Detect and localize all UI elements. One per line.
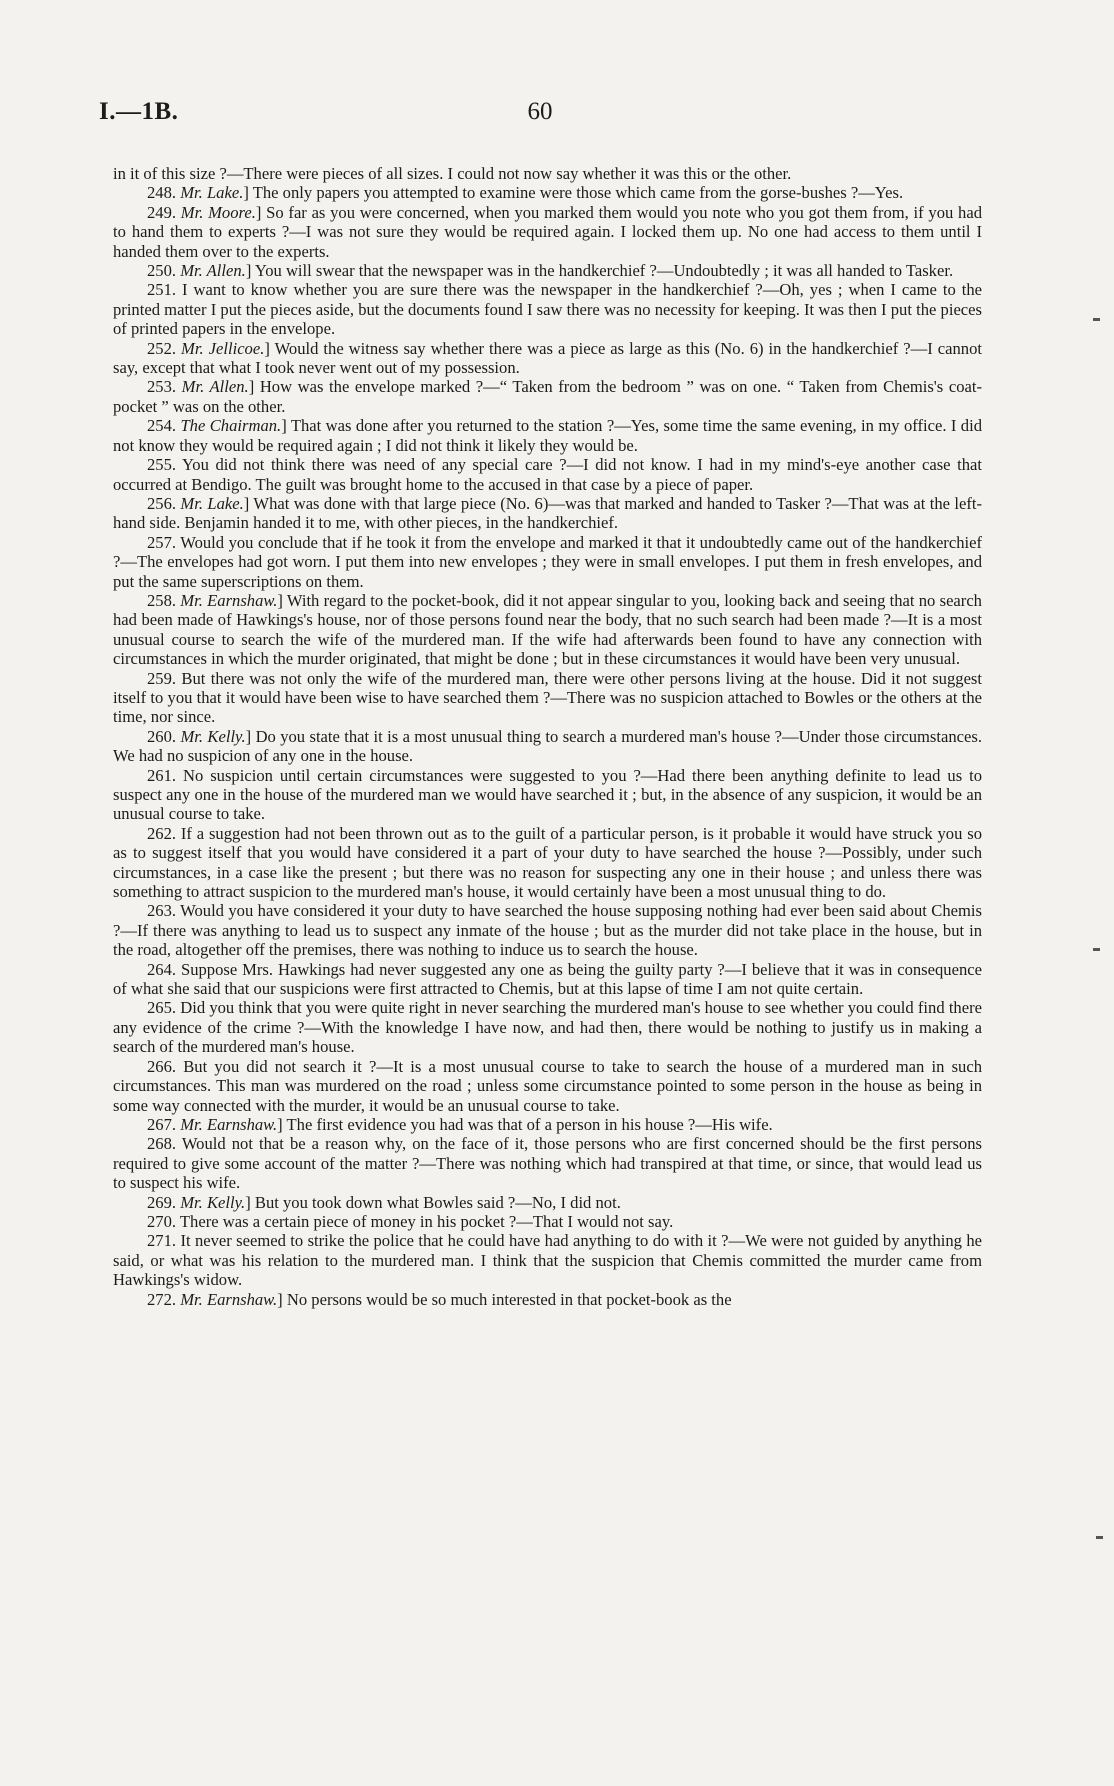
question-number: 265.: [147, 998, 177, 1018]
paragraph-text: That was done after you returned to the station ?—Yes, some time the same evening, in my office. I did not know they would be required again ; I did not think it likely they would be.: [113, 416, 983, 455]
question-number: 266.: [147, 1056, 177, 1076]
testimony-paragraph: 248. Mr. Lake.] The only papers you attempted to examine were those which came from the gorse-bushes ?—Yes.: [147, 183, 904, 203]
paragraph-text: No suspicion until certain circumstances were suggested to you ?—Had there been anything definite to lead us to suspect any one in the house of the murdered man we would have searched it ; but, in the absence of any suspicion, it would be an unusual course to take.: [113, 765, 983, 824]
question-number: 269.: [147, 1192, 177, 1212]
question-number: 256.: [147, 493, 177, 513]
paragraph-text: Would you conclude that if he took it from the envelope and marked it that it undoubtedly came out of the handkerchief ?—The envelopes had got worn. I put them into new envelopes ; they were in small envelopes. I put them in fresh envelopes, and put the same superscriptions on them.: [113, 532, 982, 591]
testimony-paragraph: [113, 1134, 982, 1192]
paragraph-text: But there was not only the wife of the murdered man, there were other persons living at the house. Did it not suggest itself to you that it would have been wise to have searched them ?—There was no suspicion attached to Bowles or the others at the time, nor since.: [113, 668, 983, 727]
testimony-paragraph: 250. Mr. Allen.] You will swear that the newspaper was in the handkerchief ?—Undoubtedly ; it was all handed to Tasker.: [147, 261, 954, 281]
testimony-paragraph: 272. Mr. Earnshaw.] No persons would be so much interested in that pocket-book as the: [147, 1289, 732, 1309]
testimony-paragraph: [113, 901, 982, 959]
testimony-paragraph: [113, 455, 982, 494]
paragraph-text: What was done with that large piece (No. 6)—was that marked and handed to Tasker ?—That was at the left-hand side. Benjamin handed it to me, with other pieces, in the handkerchief.: [113, 493, 983, 533]
speaker-name: Mr. Moore.: [180, 202, 256, 222]
question-number: 257.: [147, 532, 177, 552]
question-number: 249.: [147, 202, 177, 222]
question-number: 271.: [147, 1231, 177, 1251]
paragraph-text: Suppose Mrs. Hawkings had never suggested any one as being the guilty party ?—I believe that it was in consequence of what she said that our suspicions were first attracted to Chemis, but at this lapse of time I am not quite certain.: [113, 959, 982, 999]
paragraph-text: So far as you were concerned, when you marked them would you note who you got them from, if you had to hand them to experts ?—I was not sure they would be required again. I locked them up. No one had access to them until I handed them over to the experts.: [113, 202, 982, 261]
page-number: 60: [527, 98, 553, 125]
question-number: 270.: [147, 1211, 177, 1231]
paragraph-text: You will swear that the newspaper was in the handkerchief ?—Undoubtedly ; it was all handed to Tasker.: [254, 261, 954, 281]
paragraph-text: Did you think that you were quite right in never searching the murdered man's house to see whether you could find there any evidence of the crime ?—With the knowledge I have now, and had then, there would be nothing to justify us in making a search of the murdered man's house.: [113, 998, 982, 1057]
speaker-name: Mr. Allen.: [181, 377, 249, 397]
question-number: 261.: [147, 765, 177, 785]
speaker-name: Mr. Allen.: [180, 261, 246, 281]
paragraph-text: Do you state that it is a most unusual thing to search a murdered man's house ?—Under those circumstances. We had no suspicion of any one in the house.: [113, 726, 982, 766]
question-number: 272.: [147, 1289, 177, 1309]
paragraph-text: I want to know whether you are sure there was the newspaper in the handkerchief ?—Oh, yes ; when I came to the printed matter I put the pieces aside, but the documents found I saw there was no necessity for keeping. It was then I put the pieces of printed papers in the envelope.: [113, 280, 983, 339]
paragraph-text: The only papers you attempted to examine were those which came from the gorse-bushes ?—Yes.: [252, 183, 904, 203]
testimony-paragraph: [113, 164, 982, 183]
paragraph-text: How was the envelope marked ?—“ Taken from the bedroom ” was on one. “ Taken from Chemis's coat-pocket ” was on the other.: [113, 377, 982, 416]
speaker-name: Mr. Jellicoe.: [181, 338, 265, 358]
margin-mark: [1093, 318, 1100, 321]
paragraph-text: Would the witness say whether there was a piece as large as this (No. 6) in the handkerchief ?—I cannot say, except that what I took never went out of my possession.: [113, 338, 982, 378]
speaker-name: Mr. Kelly.: [180, 726, 246, 746]
testimony-paragraph: 256. Mr. Lake.] What was done with that large piece (No. 6)—was that marked and handed to Tasker ?—That was at the left-hand side. Benjamin handed it to me, with other pieces, in the handkerchief.: [113, 493, 983, 533]
testimony-paragraph: 267. Mr. Earnshaw.] The first evidence you had was that of a person in his house ?—His wife.: [147, 1114, 773, 1134]
testimony-paragraph: 254. The Chairman.] That was done after you returned to the station ?—Yes, some time the same evening, in my office. I did not know they would be required again ; I did not think it likely they would be.: [113, 416, 983, 455]
page-header: [99, 98, 981, 138]
paragraph-text: No persons would be so much interested in that pocket-book as the: [286, 1289, 732, 1309]
paragraph-text: in it of this size ?—There were pieces of all sizes. I could not now say whether it was this or the other.: [113, 164, 792, 183]
question-number: 258.: [147, 590, 177, 610]
testimony-paragraph: 253. Mr. Allen.] How was the envelope marked ?—“ Taken from the bedroom ” was on one. “ Taken from Chemis's coat-pocket ” was on the other.: [113, 377, 982, 416]
testimony-paragraph: [113, 1212, 982, 1231]
question-number: 267.: [147, 1114, 177, 1134]
testimony-paragraph: [113, 1231, 982, 1289]
testimony-paragraph: [113, 960, 982, 999]
question-number: 264.: [147, 959, 177, 979]
question-number: 263.: [147, 901, 177, 921]
page-body-text: [113, 164, 982, 1309]
paragraph-text: If a suggestion had not been thrown out as to the guilt of a particular person, is it probable it would have struck you so as to suggest itself that you would have considered it a part of your duty to have searched the house ?—Possibly, under such circumstances, in a case like the present ; but there was no reason for suspecting any one in their house ; and unless there was something to attract suspicion to the murdered man's house, it would certainly have been a most unusual thing to do.: [113, 823, 982, 902]
paragraph-text: There was a certain piece of money in his pocket ?—That I would not say.: [179, 1211, 674, 1231]
question-number: 253.: [147, 377, 177, 397]
testimony-paragraph: [113, 1057, 982, 1115]
question-number: 262.: [147, 823, 177, 843]
speaker-name: The Chairman.: [180, 416, 282, 436]
testimony-paragraph: [113, 533, 982, 591]
question-number: 259.: [147, 668, 177, 688]
testimony-paragraph: 252. Mr. Jellicoe.] Would the witness say whether there was a piece as large as this (No. 6) in the handkerchief ?—I cannot say, except that what I took never went out of my possession.: [113, 338, 982, 378]
testimony-paragraph: [113, 766, 982, 824]
question-number: 250.: [147, 261, 177, 281]
paragraph-text: You did not think there was need of any special care ?—I did not know. I had in my mind's-eye another case that occurred at Bendigo. The guilt was brought home to the accused in that case by a piece of paper.: [113, 455, 982, 494]
question-number: 248.: [147, 183, 177, 203]
question-number: 260.: [147, 726, 177, 746]
paragraph-text: It never seemed to strike the police that he could have had anything to do with it ?—We were not guided by anything he said, or what was his relation to the murdered man. I think that the suspicion that Chemis committed the murder came from Hawkings's widow.: [113, 1231, 982, 1290]
question-number: 268.: [147, 1134, 177, 1154]
speaker-name: Mr. Earnshaw.: [180, 590, 278, 610]
document-reference: I.—1B.: [99, 98, 179, 125]
testimony-paragraph: [113, 998, 982, 1056]
question-number: 255.: [147, 455, 177, 475]
testimony-paragraph: [113, 824, 982, 902]
testimony-paragraph: 260. Mr. Kelly.] Do you state that it is a most unusual thing to search a murdered man's house ?—Under those circumstances. We had no suspicion of any one in the house.: [113, 726, 982, 766]
testimony-paragraph: 269. Mr. Kelly.] But you took down what Bowles said ?—No, I did not.: [147, 1192, 621, 1212]
speaker-name: Mr. Earnshaw.: [180, 1114, 278, 1134]
testimony-paragraph: [113, 669, 982, 727]
speaker-name: Mr. Kelly.: [180, 1192, 246, 1212]
speaker-name: Mr. Lake.: [180, 183, 244, 203]
question-number: 254.: [147, 416, 177, 436]
question-number: 251.: [147, 280, 177, 300]
speaker-name: Mr. Earnshaw.: [180, 1289, 278, 1309]
paragraph-text: Would not that be a reason why, on the face of it, those persons who are first concerned should be the first persons required to give some account of the matter ?—There was nothing which had transpired at that time, or since, that would lead us to suspect his wife.: [113, 1134, 982, 1193]
speaker-name: Mr. Lake.: [180, 493, 244, 513]
question-number: 252.: [147, 338, 177, 358]
paragraph-text: With regard to the pocket-book, did it not appear singular to you, looking back and seeing that no search had been made of Hawkings's house, nor of those persons found near the body, that no such search had been made ?—It is a most unusual course to search the wife of the murdered man. If the wife had afterwards been found to have any connection with circumstances in which the murder originated, that might be done ; but in these circumstances it would have been very unusual.: [113, 590, 982, 669]
testimony-paragraph: 258. Mr. Earnshaw.] With regard to the pocket-book, did it not appear singular to you, looking back and seeing that no search had been made of Hawkings's house, nor of those persons found near the body, that no such search had been made ?—It is a most unusual course to search the wife of the murdered man. If the wife had afterwards been found to have any connection with circumstances in which the murder originated, that might be done ; but in these circumstances it would have been very unusual.: [113, 590, 982, 669]
margin-mark: [1096, 1536, 1103, 1539]
testimony-paragraph: [113, 280, 982, 338]
margin-mark: [1093, 948, 1100, 951]
paragraph-text: The first evidence you had was that of a person in his house ?—His wife.: [286, 1114, 773, 1134]
paragraph-text: But you did not search it ?—It is a most unusual course to take to search the house of a murdered man in such circumstances. This man was murdered on the road ; unless some circumstance pointed to some person in the house as being in some way connected with the murder, it would be an unusual course to take.: [113, 1056, 982, 1115]
paragraph-text: But you took down what Bowles said ?—No, I did not.: [254, 1192, 621, 1212]
testimony-paragraph: 249. Mr. Moore.] So far as you were concerned, when you marked them would you note who you got them from, if you had to hand them to experts ?—I was not sure they would be required again. I locked them up. No one had access to them until I handed them over to the experts.: [113, 202, 982, 261]
paragraph-text: Would you have considered it your duty to have searched the house supposing nothing had ever been said about Chemis ?—If there was anything to lead us to suspect any inmate of the house ; but as the murder did not take place in the house, but in the road, altogether off the premises, there was nothing to induce us to search the house.: [113, 901, 982, 960]
